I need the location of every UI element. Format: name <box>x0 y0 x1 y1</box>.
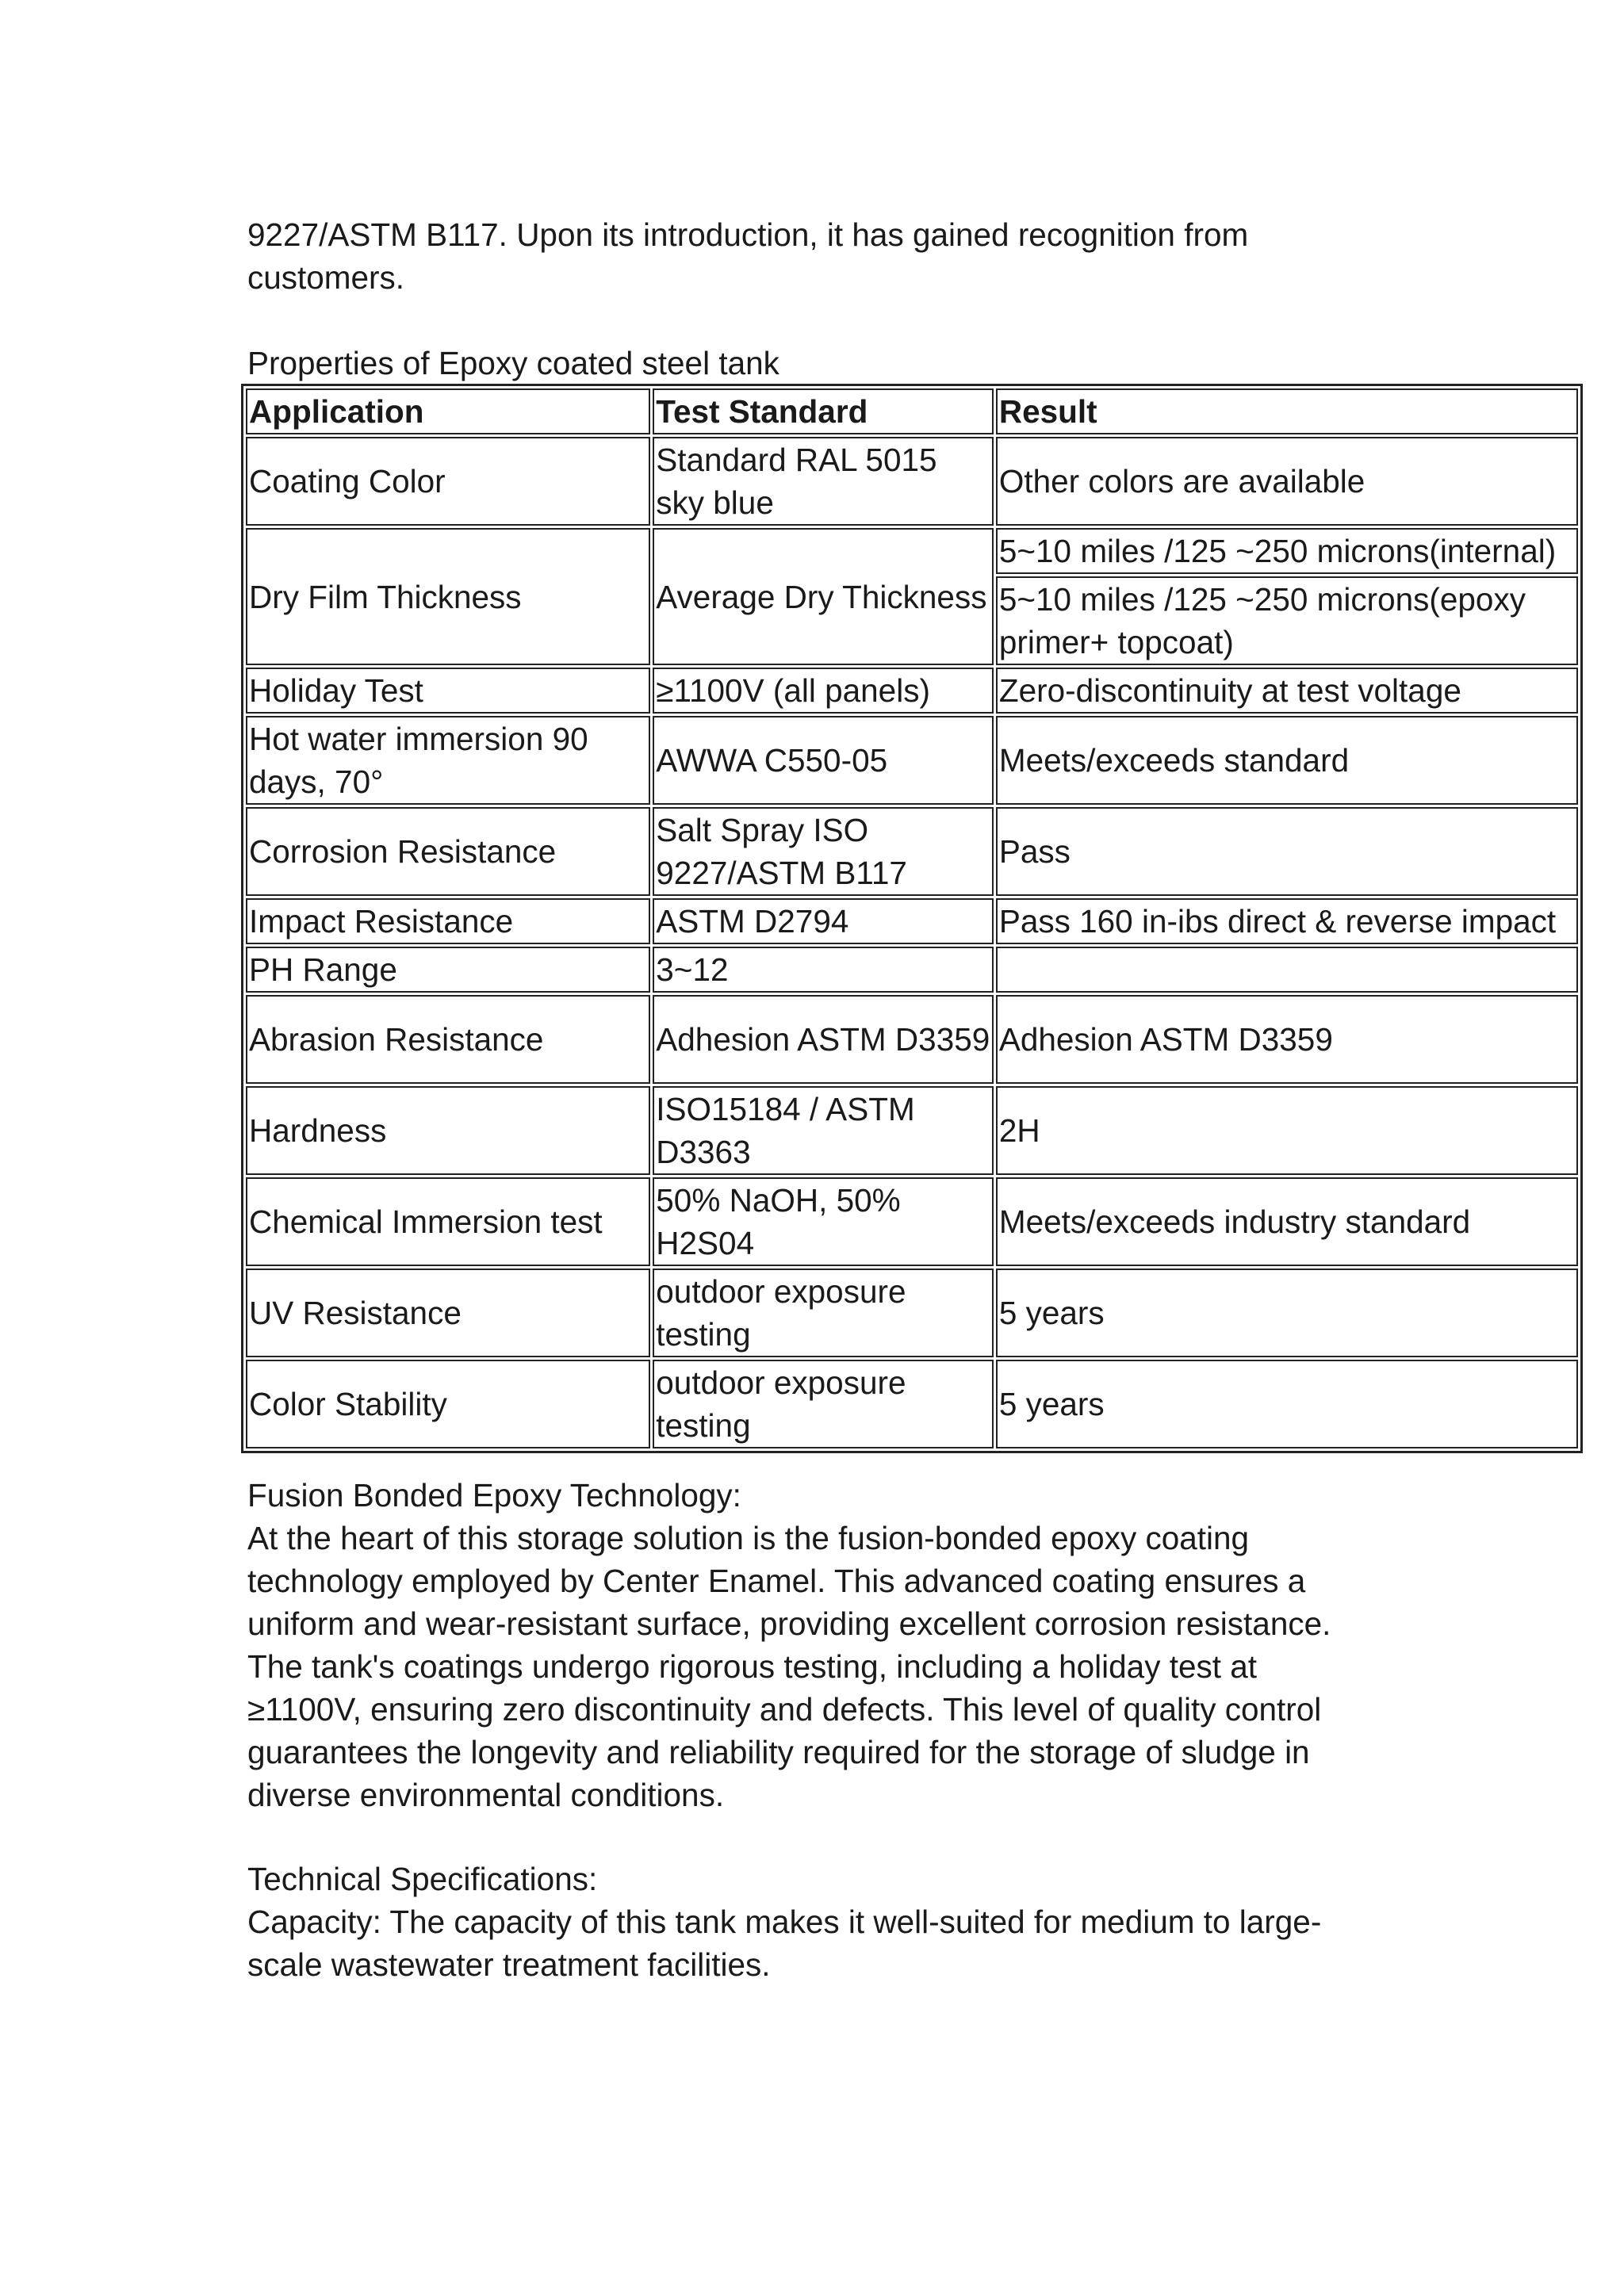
cell-result: 5~10 miles /125 ~250 microns(internal) <box>996 528 1578 574</box>
cell-result: Zero-discontinuity at test voltage <box>996 668 1578 714</box>
cell-result: Adhesion ASTM D3359 <box>996 995 1578 1084</box>
table-row <box>246 437 1578 526</box>
cell-application: Chemical Immersion test <box>246 1177 650 1266</box>
cell-result: 5~10 miles /125 ~250 microns(epoxy primer+ topcoat) <box>996 576 1578 665</box>
technical-specifications-section: Technical Specifications: Capacity: The capacity of this tank makes it well-suited for medium to large- scale wastewater treatment facilities. <box>247 1861 1322 1983</box>
cell-application: Color Stability <box>246 1360 650 1448</box>
table-row <box>246 898 1578 944</box>
table-row <box>246 995 1578 1084</box>
header-application: Application <box>246 388 650 434</box>
cell-result: Pass 160 in-ibs direct & reverse impact <box>996 898 1578 944</box>
cell-application: PH Range <box>246 947 650 993</box>
cell-standard: Standard RAL 5015 sky blue <box>653 437 994 526</box>
cell-result: Meets/exceeds standard <box>996 716 1578 805</box>
cell-standard: Adhesion ASTM D3359 <box>653 995 994 1084</box>
cell-standard: 3~12 <box>653 947 994 993</box>
cell-application: Impact Resistance <box>246 898 650 944</box>
cell-result: 2H <box>996 1086 1578 1175</box>
table-row <box>246 1360 1578 1448</box>
cell-result: Pass <box>996 807 1578 896</box>
cell-application: Corrosion Resistance <box>246 807 650 896</box>
cell-standard: ASTM D2794 <box>653 898 994 944</box>
table-caption: Properties of Epoxy coated steel tank <box>247 345 779 381</box>
cell-result: Other colors are available <box>996 437 1578 526</box>
intro-paragraph: 9227/ASTM B117. Upon its introduction, it has gained recognition from customers. <box>247 216 1249 296</box>
header-result: Result <box>996 388 1578 434</box>
cell-application: Coating Color <box>246 437 650 526</box>
cell-standard: ≥1100V (all panels) <box>653 668 994 714</box>
cell-standard: 50% NaOH, 50% H2S04 <box>653 1177 994 1266</box>
cell-standard: ISO15184 / ASTM D3363 <box>653 1086 994 1175</box>
cell-result: 5 years <box>996 1360 1578 1448</box>
table-row <box>246 528 1578 574</box>
table-row <box>246 1269 1578 1357</box>
cell-application: Holiday Test <box>246 668 650 714</box>
cell-standard: AWWA C550-05 <box>653 716 994 805</box>
cell-result: Meets/exceeds industry standard <box>996 1177 1578 1266</box>
cell-standard: Salt Spray ISO 9227/ASTM B117 <box>653 807 994 896</box>
table-row <box>246 1086 1578 1175</box>
cell-result <box>996 947 1578 993</box>
table-row <box>246 807 1578 896</box>
table-row <box>246 1177 1578 1266</box>
table-header-row <box>246 388 1578 434</box>
cell-standard: Average Dry Thickness <box>653 528 994 665</box>
header-test-standard: Test Standard <box>653 388 994 434</box>
cell-application: Abrasion Resistance <box>246 995 650 1084</box>
cell-standard: outdoor exposure testing <box>653 1360 994 1448</box>
cell-application: Dry Film Thickness <box>246 528 650 665</box>
cell-application: Hardness <box>246 1086 650 1175</box>
table-row <box>246 716 1578 805</box>
fbe-technology-section: Fusion Bonded Epoxy Technology: At the heart of this storage solution is the fusion-bonded epoxy coating technology employed by Center Enamel. This advanced coating ensures a uniform and wear-resistant surface, providing excellent corrosion resistance. The tank's coatings undergo rigorous testing, including a holiday test at ≥1100V, ensuring zero discontinuity and defects. This level of quality control guarantees the longevity and reliability required for the storage of sludge in diverse environmental conditions. <box>247 1477 1331 1813</box>
cell-result: 5 years <box>996 1269 1578 1357</box>
properties-table <box>241 384 1583 1453</box>
table-row <box>246 668 1578 714</box>
cell-application: Hot water immersion 90 days, 70° <box>246 716 650 805</box>
table-row <box>246 947 1578 993</box>
cell-standard: outdoor exposure testing <box>653 1269 994 1357</box>
cell-application: UV Resistance <box>246 1269 650 1357</box>
